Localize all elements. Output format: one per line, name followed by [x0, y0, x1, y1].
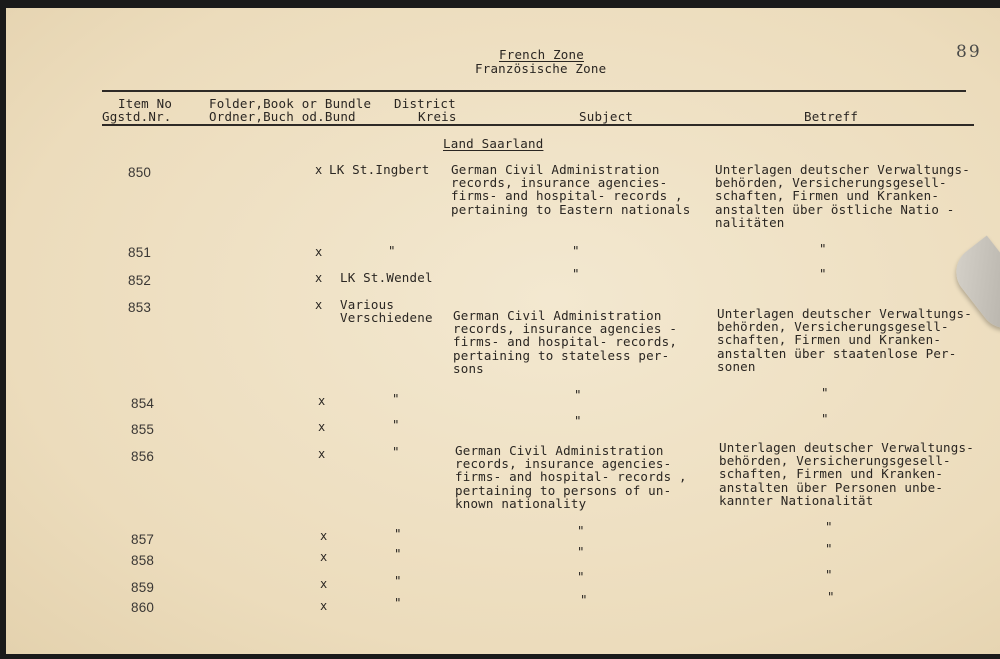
subject-cell: " [577, 544, 585, 559]
check-mark: x [315, 245, 323, 259]
betreff-cell: " [819, 266, 827, 281]
district-cell: " [392, 417, 400, 432]
item-number: 854 [131, 396, 155, 411]
betreff-cell: " [819, 241, 827, 256]
document-page [6, 8, 1000, 654]
header-rule-bottom [102, 124, 974, 126]
district-cell: " [394, 595, 402, 610]
item-number: 851 [128, 245, 152, 260]
col-item-en: Item No [118, 96, 173, 111]
district-cell: " [394, 526, 402, 541]
col-betreff: Betreff [804, 109, 859, 124]
check-mark: x [318, 420, 326, 434]
check-mark: x [315, 163, 323, 177]
header-rule-top [102, 90, 966, 92]
betreff-cell: Unterlagen deutscher Verwaltungs- behörden, Versicherungsgesell- schaften, Firmen und Kranken- anstalten über staatenlose Per- sonen [717, 306, 972, 374]
check-mark: x [320, 599, 328, 613]
subject-cell: " [572, 266, 580, 281]
item-number: 850 [128, 165, 152, 180]
betreff-cell: " [827, 589, 835, 604]
col-subject: Subject [579, 109, 634, 124]
betreff-cell: " [825, 567, 833, 582]
zone-title-en: French Zone [499, 47, 584, 62]
district-cell: LK St.Ingbert [329, 162, 430, 177]
check-mark: x [315, 271, 323, 285]
page-number: 89 [956, 42, 982, 62]
section-title: Land Saarland [443, 136, 544, 151]
district-cell: " [388, 243, 396, 258]
item-number: 855 [131, 422, 155, 437]
betreff-cell: " [825, 541, 833, 556]
subject-cell: " [580, 592, 588, 607]
check-mark: x [318, 447, 326, 461]
col-folder-en: Folder,Book or Bundle [209, 96, 372, 111]
district-cell: LK St.Wendel [340, 270, 433, 285]
zone-title-de: Französische Zone [475, 61, 607, 76]
district-cell: " [394, 546, 402, 561]
check-mark: x [320, 577, 328, 591]
item-number: 860 [131, 600, 155, 615]
district-cell: " [394, 573, 402, 588]
betreff-cell: Unterlagen deutscher Verwaltungs- behörden, Versicherungsgesell- schaften, Firmen und Kranken- anstalten über östliche Natio - nalitäten [715, 162, 970, 230]
subject-cell: " [574, 413, 582, 428]
item-number: 859 [131, 580, 155, 595]
district-cell: Various Verschiedene [340, 297, 433, 326]
district-cell: " [392, 391, 400, 406]
item-number: 853 [128, 300, 152, 315]
col-folder-de: Ordner,Buch od.Bund [209, 109, 356, 124]
col-district-de: Kreis [418, 109, 457, 124]
betreff-cell: " [821, 385, 829, 400]
item-number: 858 [131, 553, 155, 568]
subject-cell: " [577, 569, 585, 584]
district-cell: " [392, 444, 400, 459]
betreff-cell: " [825, 519, 833, 534]
col-district-en: District [394, 96, 456, 111]
subject-cell: German Civil Administration records, insurance agencies- firms- and hospital- records , pertaining to Eastern nationals [451, 162, 691, 217]
subject-cell: " [574, 387, 582, 402]
betreff-cell: Unterlagen deutscher Verwaltungs- behörden, Versicherungsgesell- schaften, Firmen und Kranken- anstalten über Personen unbe- kannter Nationalität [719, 440, 974, 508]
betreff-cell: " [821, 411, 829, 426]
check-mark: x [320, 550, 328, 564]
check-mark: x [320, 529, 328, 543]
subject-cell: " [577, 523, 585, 538]
check-mark: x [315, 298, 323, 312]
subject-cell: " [572, 243, 580, 258]
subject-cell: German Civil Administration records, insurance agencies- firms- and hospital- records , pertaining to persons of un- known nationality [455, 443, 687, 511]
item-number: 857 [131, 532, 155, 547]
item-number: 856 [131, 449, 155, 464]
check-mark: x [318, 394, 326, 408]
item-number: 852 [128, 273, 152, 288]
subject-cell: German Civil Administration records, insurance agencies - firms- and hospital- records, pertaining to stateless per- sons [453, 308, 678, 376]
col-item-de: Ggstd.Nr. [102, 109, 172, 124]
